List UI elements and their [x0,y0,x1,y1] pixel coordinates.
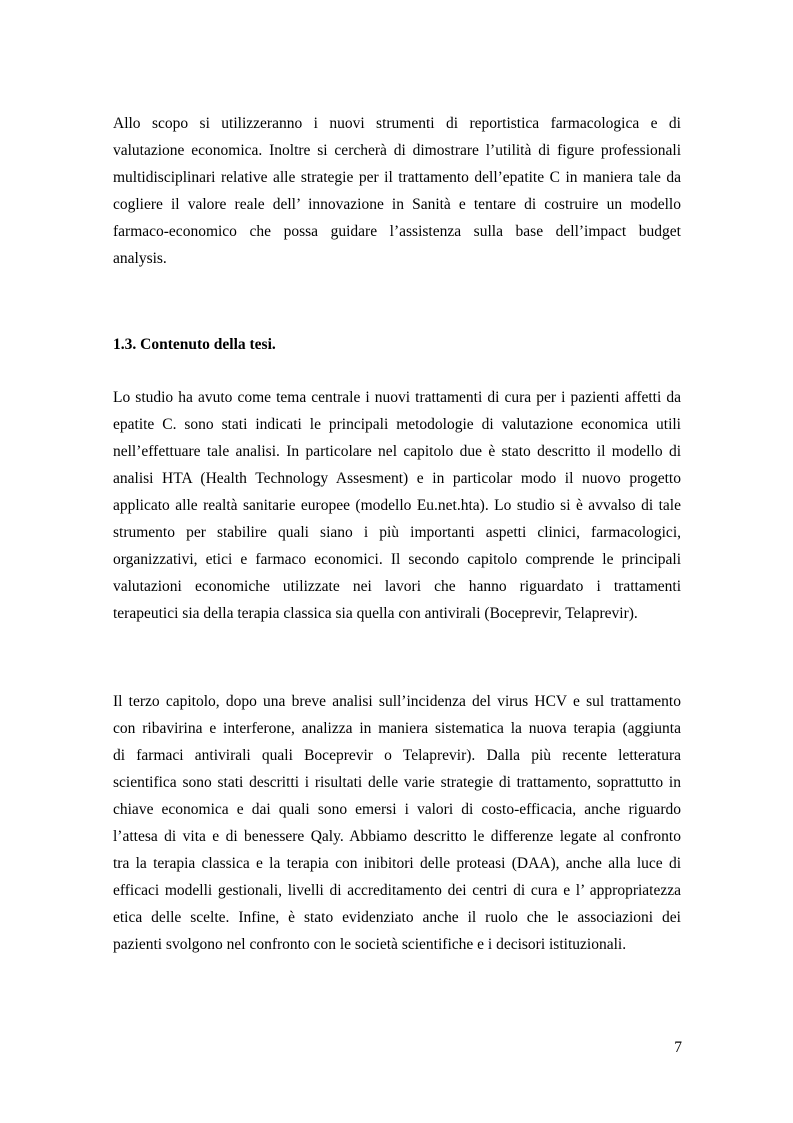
paragraph-line: multidisciplinari relative alle strategie per il trattamento dell’epatite C in maniera tale da [113,169,681,186]
paragraph-line: tra la terapia classica e la terapia con inibitori delle proteasi (DAA), anche alla luce di [113,855,681,872]
paragraph-line: analysis. [113,250,167,267]
third-chapter-paragraph [113,688,681,958]
paragraph-line: scientifica sono stati descritti i risultati delle varie strategie di trattamento, soprattutto in [113,774,681,791]
section-heading: 1.3. Contenuto della tesi. [113,336,276,353]
paragraph-line: pazienti svolgono nel confronto con le società scientifiche e i decisori istituzionali. [113,936,627,953]
paragraph-line: efficaci modelli gestionali, livelli di accreditamento dei centri di cura e l’ appropriatezza [113,882,681,899]
paragraph-line: Lo studio ha avuto come tema centrale i nuovi trattamenti di cura per i pazienti affetti da [113,389,681,406]
thesis-content-paragraph [113,384,681,627]
paragraph-line: con ribavirina e interferone, analizza in maniera sistematica la nuova terapia (aggiunta [113,720,681,737]
paragraph-line: valutazione economica. Inoltre si cercherà di dimostrare l’utilità di figure professionali [113,142,681,159]
paragraph-line: organizzativi, etici e farmaco economici. Il secondo capitolo comprende le principali [113,551,681,568]
paragraph-line: valutazioni economiche utilizzate nei lavori che hanno riguardato i trattamenti [113,578,681,595]
paragraph-line: Allo scopo si utilizzeranno i nuovi strumenti di reportistica farmacologica e di [113,115,681,132]
paragraph-line: epatite C. sono stati indicati le principali metodologie di valutazione economica utili [113,416,681,433]
paragraph-line: nell’effettuare tale analisi. In particolare nel capitolo due è stato descritto il modello di [113,443,681,460]
paragraph-line: applicato alle realtà sanitarie europee (modello Eu.net.hta). Lo studio si è avvalso di tale [113,497,681,514]
page-number: 7 [674,1039,682,1056]
paragraph-line: di farmaci antivirali quali Boceprevir o Telaprevir). Dalla più recente letteratura [113,747,681,764]
paragraph-line: terapeutici sia della terapia classica sia quella con antivirali (Boceprevir, Telaprevir). [113,605,638,622]
paragraph-line: analisi HTA (Health Technology Assesment) e in particolar modo il nuovo progetto [113,470,681,487]
paragraph-line: cogliere il valore reale dell’ innovazione in Sanità e tentare di costruire un modello [113,196,681,213]
paragraph-line: Il terzo capitolo, dopo una breve analisi sull’incidenza del virus HCV e sul trattamento [113,693,681,710]
paragraph-line: l’attesa di vita e di benessere Qaly. Abbiamo descritto le differenze legate al confronto [113,828,681,845]
paragraph-line: farmaco-economico che possa guidare l’assistenza sulla base dell’impact budget [113,223,681,240]
paragraph-line: etica delle scelte. Infine, è stato evidenziato anche il ruolo che le associazioni dei [113,909,681,926]
intro-paragraph [113,110,681,272]
paragraph-line: chiave economica e dai quali sono emersi i valori di costo-efficacia, anche riguardo [113,801,681,818]
paragraph-line: strumento per stabilire quali siano i più importanti aspetti clinici, farmacologici, [113,524,681,541]
